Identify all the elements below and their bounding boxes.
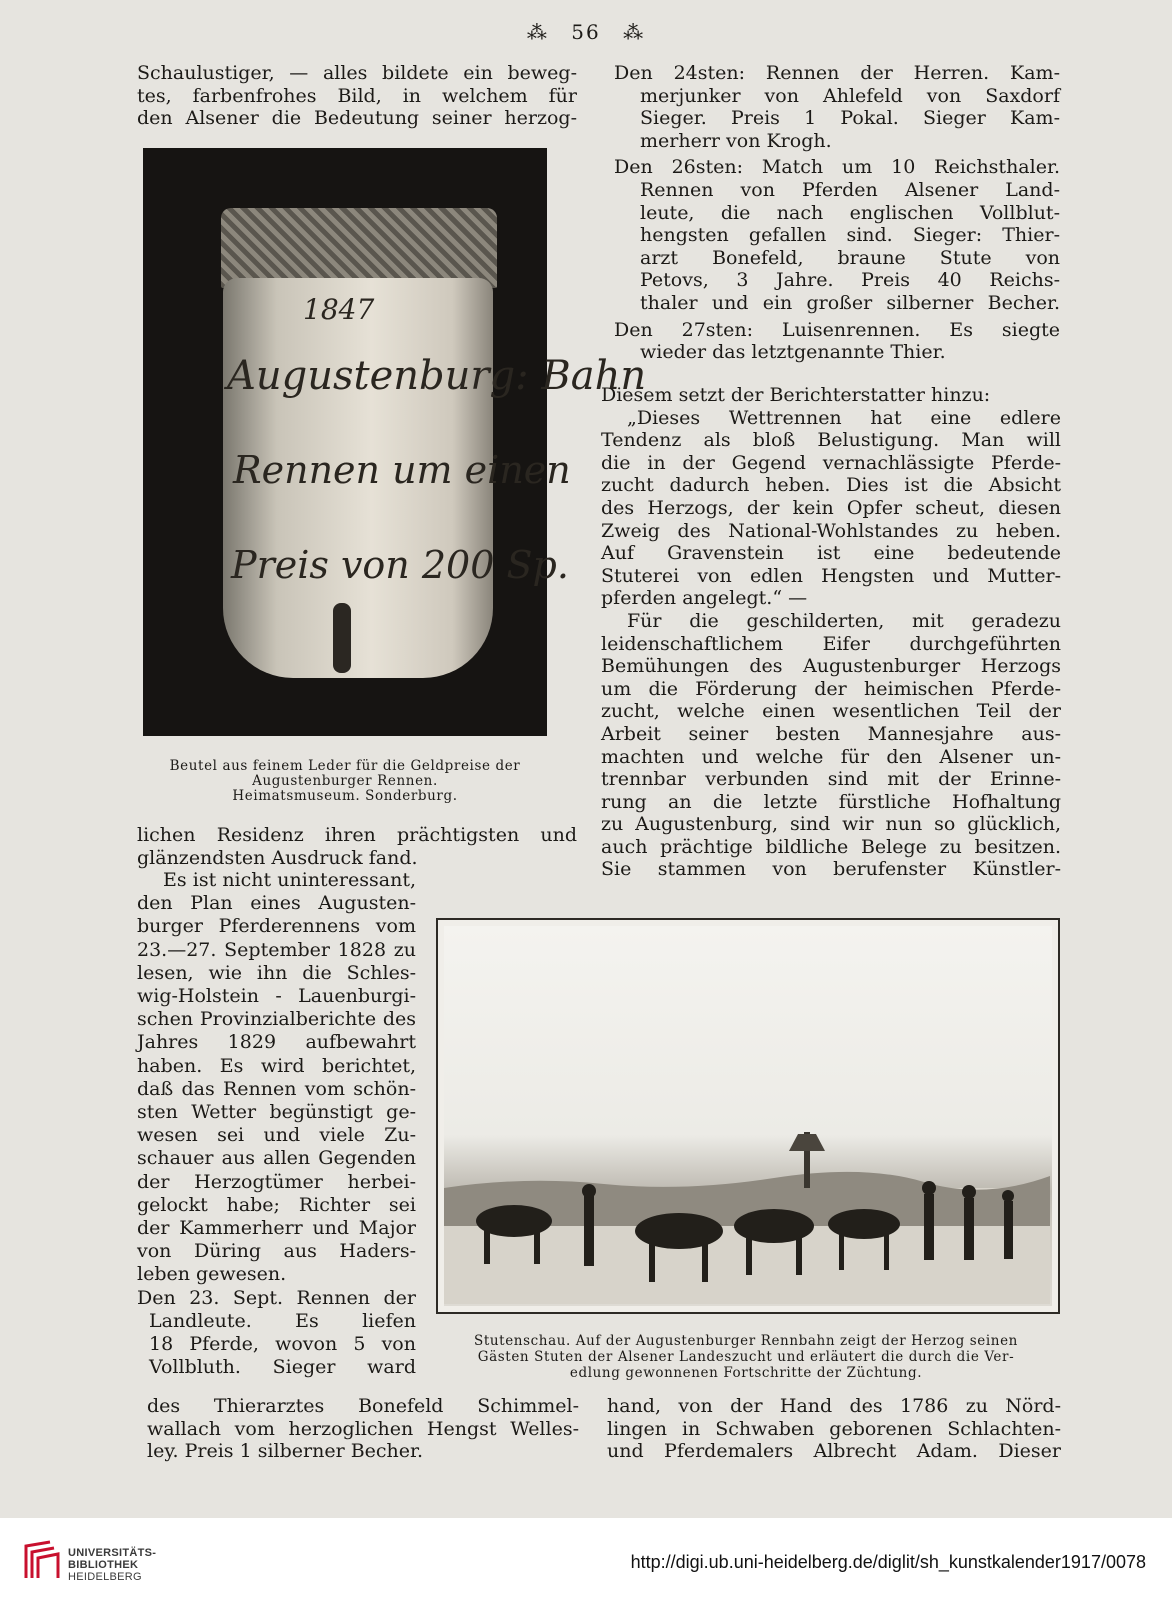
text-line: zucht, welche einen wesentlichen Teil der <box>601 700 1061 723</box>
text-line: haben. Es wird berichtet, <box>137 1054 416 1077</box>
bag-rim <box>221 208 497 288</box>
logo-line: HEIDELBERG <box>68 1571 142 1583</box>
right-column <box>614 62 1060 364</box>
text-line: Schaulustiger, — alles bildete ein beweg- <box>137 62 577 84</box>
text-line: Arbeit seiner besten Mannesjahre aus- <box>601 722 1061 745</box>
text-line: und Pferdemalers Albrecht Adam. Dieser <box>607 1440 1061 1463</box>
painting-plate <box>436 918 1060 1314</box>
text-line: des Thierarztes Bonefeld Schimmel- <box>147 1395 579 1417</box>
right-column-quote <box>601 384 1061 881</box>
text-line: wallach vom herzoglichen Hengst Welles- <box>147 1417 579 1440</box>
caption-line: Heimatsmuseum. Sonderburg. <box>232 788 458 804</box>
text-line: 18 Pferde, wovon 5 von <box>149 1333 416 1356</box>
text-line: schen Provinzialberichte des <box>137 1008 416 1031</box>
text-line: leidenschaftlichem Eifer durchgeführten <box>601 632 1061 655</box>
text-line: Es ist nicht uninteressant, <box>163 869 416 891</box>
text-line: Petovs, 3 Jahre. Preis 40 Reichs- <box>640 269 1060 292</box>
viewer-footer <box>0 1518 1172 1606</box>
text-line: rung an die letzte fürstliche Hofhaltung <box>601 790 1061 813</box>
text-line: Für die geschilderten, mit geradezu <box>627 609 1061 632</box>
text-line: den Plan eines Augusten- <box>137 892 416 915</box>
right-column-bottom <box>607 1395 1061 1463</box>
text-line: hengsten gefallen sind. Sieger: Thier- <box>640 224 1060 247</box>
text-line: sten Wetter begünstigt ge- <box>137 1101 416 1124</box>
left-column-top <box>137 62 577 130</box>
text-line: der Herzogtümer herbei- <box>137 1170 416 1193</box>
text-line: wieder das letztgenannte Thier. <box>640 341 946 364</box>
bag-photo-caption <box>143 759 547 804</box>
text-line: tes, farbenfrohes Bild, in welchem für <box>137 84 577 107</box>
left-column-narrow <box>137 869 416 1379</box>
text-line: lesen, wie ihn die Schles- <box>137 961 416 984</box>
text-line: leute, die nach englischen Vollblut- <box>640 201 1060 224</box>
text-line: zu Augustenburg, sind wir nun so glücklich, <box>601 813 1061 836</box>
text-line: Den 27sten: Luisenrennen. Es siegte <box>614 318 1060 341</box>
text-line: Bemühungen des Augustenburger Herzogs <box>601 655 1061 678</box>
text-line: merherr von Krogh. <box>640 129 832 152</box>
text-line: des Herzogs, der kein Opfer scheut, diesen <box>601 496 1061 519</box>
bag-cord <box>333 603 351 673</box>
race-entry <box>614 62 1060 152</box>
text-line: arzt Bonefeld, braune Stute von <box>640 246 1060 269</box>
text-line: trennbar verbunden sind mit der Erinne- <box>601 768 1061 791</box>
ornament-left: ⁂ <box>526 20 549 44</box>
text-line: Landleute. Es liefen <box>149 1309 416 1332</box>
caption-line: Beutel aus feinem Leder für die Geldpreise der <box>169 758 521 774</box>
caption-line: Augustenburger Rennen. <box>252 773 438 789</box>
bag-photo <box>143 148 647 736</box>
text-line: Diesem setzt der Berichterstatter hinzu: <box>601 384 991 406</box>
left-column-after-photo <box>137 824 577 869</box>
text-line: Vollbluth. Sieger ward <box>149 1356 416 1379</box>
text-line: hand, von der Hand des 1786 zu Nörd- <box>607 1395 1061 1417</box>
text-line: Den 26sten: Match um 10 Reichsthaler. <box>614 156 1060 179</box>
text-line: Stuterei von edlen Hengsten und Mutter- <box>601 564 1061 587</box>
page-header <box>0 20 1172 44</box>
text-line: Sie stammen von berufenster Künstler- <box>601 858 1061 881</box>
text-line: die in der Gegend vernachlässigte Pferde- <box>601 451 1061 474</box>
text-line: lingen in Schwaben geborenen Schlachten- <box>607 1417 1061 1440</box>
text-line: um die Förderung der heimischen Pferde- <box>601 677 1061 700</box>
race-entry <box>614 156 1060 314</box>
bag-inscription-year: 1847 <box>303 293 375 326</box>
text-line: Sieger. Preis 1 Pokal. Sieger Kam- <box>640 107 1060 130</box>
text-line: pferden angelegt.“ — <box>601 587 808 610</box>
text-line: merjunker von Ahlefeld von Saxdorf <box>640 84 1060 107</box>
text-line: den Alsener die Bedeutung seiner herzog- <box>137 107 577 130</box>
text-line: zucht dadurch heben. Dies ist die Absicht <box>601 474 1061 497</box>
text-line: leben gewesen. <box>137 1263 287 1286</box>
text-line: burger Pferderennens vom <box>137 915 416 938</box>
text-line: von Düring aus Haders- <box>137 1240 416 1263</box>
text-line: machten und welche für den Alsener un- <box>601 745 1061 768</box>
text-line: Rennen von Pferden Alsener Land- <box>640 178 1060 201</box>
library-logo-text[interactable] <box>68 1547 156 1583</box>
text-line: Jahres 1829 aufbewahrt <box>137 1031 416 1054</box>
race-entry <box>614 319 1060 364</box>
painting-image <box>444 926 1052 1306</box>
page-number: 56 <box>571 20 601 44</box>
text-line: glänzendsten Ausdruck fand. <box>137 846 418 869</box>
text-line: auch prächtige bildliche Belege zu besitzen. <box>601 835 1061 858</box>
caption-line: Gästen Stuten der Alsener Landeszucht und erläutert die durch die Ver- <box>477 1349 1015 1365</box>
logo-line: BIBLIOTHEK <box>68 1559 139 1571</box>
text-line: thaler und ein großer silberner Becher. <box>640 291 1060 314</box>
text-line: 23.—27. September 1828 zu <box>137 938 416 961</box>
text-line: Zweig des National-Wohlstandes zu heben. <box>601 519 1061 542</box>
text-line: ley. Preis 1 silberner Becher. <box>147 1440 424 1463</box>
text-line: der Kammerherr und Major <box>137 1217 416 1240</box>
logo-line: UNIVERSITÄTS- <box>68 1547 157 1559</box>
bag-inscription-line: Rennen um einen <box>233 448 571 492</box>
caption-line: Stutenschau. Auf der Augustenburger Rennbahn zeigt der Herzog seinen <box>474 1333 1018 1349</box>
left-column-bottom <box>147 1395 579 1463</box>
text-line: schauer aus allen Gegenden <box>137 1147 416 1170</box>
text-line: Auf Gravenstein ist eine bedeutende <box>601 542 1061 565</box>
text-line: gelockt habe; Richter sei <box>137 1193 416 1216</box>
ornament-right: ⁂ <box>623 20 646 44</box>
library-logo-icon[interactable] <box>20 1538 60 1584</box>
text-line: Den 23. Sept. Rennen der <box>137 1286 416 1309</box>
text-line: Tendenz als bloß Belustigung. Man will <box>601 429 1061 452</box>
bag-inscription-line: Preis von 200 Sp. <box>231 543 569 587</box>
horse-show-scene <box>444 926 1050 1304</box>
bag-inscription-line: Augustenburg: Bahn <box>227 353 647 399</box>
text-line: Den 24sten: Rennen der Herren. Kam- <box>614 62 1060 84</box>
text-line: wesen sei und viele Zu- <box>137 1124 416 1147</box>
permalink-url[interactable]: http://digi.ub.uni-heidelberg.de/diglit/sh_kunstkalender1917/0078 <box>630 1552 1146 1572</box>
caption-line: edlung gewonnenen Fortschritte der Züchtung. <box>569 1365 923 1381</box>
text-line: lichen Residenz ihren prächtigsten und <box>137 824 577 846</box>
painting-caption <box>430 1333 1062 1381</box>
text-line: daß das Rennen vom schön- <box>137 1077 416 1100</box>
text-line: „Dieses Wettrennen hat eine edlere <box>627 406 1061 429</box>
text-line: wig-Holstein - Lauenburgi- <box>137 985 416 1008</box>
